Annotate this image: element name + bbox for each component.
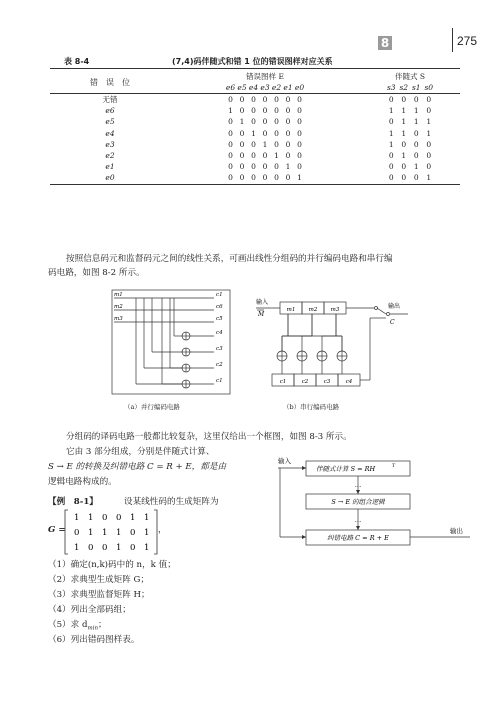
error-position: e2 [105, 151, 115, 161]
block-output-label: 输出 [450, 527, 463, 535]
matrix-cell: 0 [116, 513, 122, 523]
syndrome-bit: 0 [401, 95, 407, 105]
table-row [50, 94, 460, 106]
matrix-cell: 1 [116, 543, 122, 553]
example-label: 【例 8-1】 [48, 497, 98, 507]
syndrome-bit: 0 [388, 173, 394, 183]
matrix-cell: 1 [144, 513, 150, 523]
cell-label: c2 [301, 379, 309, 385]
syndrome-bit: 1 [413, 106, 419, 116]
error-subheader: e6 [225, 83, 236, 92]
syndrome [360, 94, 460, 106]
error-pattern [170, 116, 360, 127]
syndrome-bit: 0 [413, 151, 419, 161]
question-5-subscript: min [87, 625, 99, 632]
output-label: c1 [216, 292, 223, 298]
error-pattern [170, 161, 360, 172]
paragraph-1-line-1: 按照信息码元和监督码元之间的线性关系，可画出线性分组码的并行编码电路和串行编 [66, 254, 393, 264]
error-bit: 0 [262, 117, 268, 127]
page-number: 275 [457, 34, 478, 48]
error-bit: 0 [239, 95, 245, 105]
error-pattern [170, 139, 360, 150]
error-bit: 0 [274, 128, 279, 138]
error-bit: 0 [297, 139, 302, 149]
error-bit: 0 [262, 95, 268, 105]
output-label: c1 [216, 378, 223, 384]
syndrome-bit: 0 [413, 139, 419, 149]
syndrome [360, 116, 460, 127]
error-position: e4 [105, 128, 115, 138]
error-subheader: e3 [260, 83, 270, 92]
serial-encoder-diagram [252, 296, 412, 396]
error-bit: 0 [239, 106, 245, 116]
error-bit: 0 [239, 128, 245, 138]
syndrome-bit: 0 [426, 162, 432, 172]
switch-arm [377, 308, 386, 314]
table-row [50, 161, 460, 172]
header-divider [452, 28, 453, 52]
question-5-text: （5）求 d [48, 620, 88, 630]
syndrome-bit: 0 [388, 151, 394, 161]
error-bit: 0 [285, 139, 291, 149]
matrix-cell: 1 [74, 513, 80, 523]
table-row [50, 128, 460, 139]
table-row [50, 150, 460, 161]
error-bit: 0 [262, 128, 268, 138]
cell-label: c4 [345, 379, 353, 385]
paragraph-2-line-1: 分组码的译码电路一般都比较复杂，这里仅给出一个框图，如图 8-3 所示。 [66, 432, 352, 442]
error-bit: 0 [297, 95, 302, 105]
output-label: c5 [216, 316, 223, 322]
question-3: （3）求典型监督矩阵 H； [48, 590, 150, 600]
matrix-cell: 1 [144, 543, 150, 553]
matrix-cell: 1 [102, 528, 108, 538]
box2-text: S → E 的组合逻辑 [331, 498, 385, 506]
error-bit: 0 [239, 151, 245, 161]
error-bit: 1 [228, 106, 233, 116]
error-bit: 1 [297, 173, 302, 183]
error-bit: 0 [274, 95, 279, 105]
col-header-error: 错误图样 E [170, 69, 360, 83]
error-position: e3 [105, 139, 115, 149]
syndrome-bit: 1 [388, 128, 394, 138]
matrix-cell: 0 [74, 528, 80, 538]
output-label: c2 [216, 362, 223, 368]
table-row [50, 139, 460, 150]
question-1: （1）确定(n,k)码中的 n，k 值； [48, 560, 176, 570]
table-row [50, 172, 460, 184]
paragraph-2-line-2: 它由 3 部分组成，分别是伴随式计算、 [66, 447, 215, 457]
error-bit: 0 [285, 128, 291, 138]
decoder-block-diagram [270, 452, 480, 554]
chapter-marker: 8 [378, 36, 392, 50]
box1-superscript: T [392, 464, 396, 469]
error-bit: 0 [251, 173, 256, 183]
register-label: m3 [330, 307, 340, 313]
error-pattern [170, 94, 360, 106]
register-label: m2 [308, 307, 318, 313]
syndrome-bit: 0 [426, 106, 432, 116]
error-position: e1 [105, 162, 115, 172]
syndrome-bit: 0 [426, 139, 432, 149]
error-bit: 0 [228, 95, 233, 105]
cell-label: c3 [323, 379, 331, 385]
error-bit: 0 [285, 117, 291, 127]
input-label: m1 [114, 292, 123, 298]
error-position: e0 [50, 172, 170, 184]
matrix-cell: 0 [88, 543, 94, 553]
error-subheader: e5 [237, 83, 247, 92]
syndrome-bit: 0 [401, 139, 407, 149]
matrix-cell: 0 [130, 543, 136, 553]
syndrome-bit: 1 [401, 151, 407, 161]
syndrome-bit: 0 [388, 162, 394, 172]
question-2: （2）求典型生成矩阵 G； [48, 575, 150, 585]
paragraph-2-line-4: 逻辑电路构成的。 [48, 477, 117, 487]
matrix-comma: ， [158, 525, 167, 535]
syndrome-subheader: s1 [411, 83, 421, 92]
syndrome [360, 105, 460, 116]
error-bit: 1 [285, 162, 291, 172]
error-bit: 0 [262, 106, 268, 116]
syndrome-bit: 1 [426, 173, 432, 183]
error-pattern [170, 128, 360, 139]
error-bit: 0 [239, 139, 245, 149]
error-pattern [170, 105, 360, 116]
error-bit: 0 [297, 151, 302, 161]
cell-label: c1 [279, 379, 287, 385]
figure-b-caption: （b）串行编码电路 [283, 403, 340, 411]
error-bit: 0 [297, 128, 302, 138]
error-syndrome-table [50, 68, 460, 185]
error-bit: 0 [297, 117, 302, 127]
input-label: m3 [114, 316, 123, 322]
syndrome-bit: 0 [388, 95, 394, 105]
error-bit: 0 [274, 117, 279, 127]
error-bit: 0 [228, 128, 233, 138]
syndrome-bit: 0 [426, 95, 432, 105]
figure-a-caption: （a）并行编码电路 [124, 403, 180, 411]
parallel-encoder-diagram [110, 288, 234, 398]
syndrome-bit: 1 [413, 162, 419, 172]
matrix-cell: 0 [130, 528, 136, 538]
error-subheader: e2 [271, 83, 282, 92]
syndrome-bit: 1 [388, 106, 394, 116]
matrix-cell: 1 [144, 528, 150, 538]
matrix-cell: 0 [102, 543, 108, 553]
input-label: m2 [114, 304, 123, 310]
matrix-cell: 1 [130, 513, 136, 523]
syndrome-bit: 0 [413, 128, 419, 138]
error-position: e5 [105, 117, 115, 127]
error-bit: 0 [297, 162, 302, 172]
table-row [50, 105, 460, 116]
syndrome-bit: 1 [426, 128, 432, 138]
error-bit: 0 [285, 95, 291, 105]
serial-input-symbol: M [258, 311, 265, 318]
error-bit: 0 [239, 162, 245, 172]
example-text: 设某线性码的生成矩阵为 [124, 497, 219, 507]
error-bit: 1 [274, 151, 279, 161]
error-bit: 1 [262, 139, 268, 149]
register-label: m1 [286, 307, 296, 313]
syndrome-bit: 1 [401, 106, 407, 116]
paragraph-2-line-3: S → E 的转换及纠错电路 C = R + E，都是由 [48, 462, 227, 472]
syndrome-bit: 0 [388, 117, 394, 127]
error-bit: 0 [262, 151, 268, 161]
error-bit: 0 [239, 173, 245, 183]
question-6: （6）列出错码图样表。 [48, 635, 140, 645]
syndrome [360, 128, 460, 139]
error-bit: 0 [274, 106, 279, 116]
matrix-cell: 0 [102, 513, 108, 523]
syndrome-bit: 0 [401, 173, 407, 183]
matrix-cell: 1 [116, 528, 122, 538]
error-bit: 0 [285, 151, 291, 161]
error-bit: 1 [251, 128, 256, 138]
error-bit: 0 [228, 151, 233, 161]
error-pattern [170, 150, 360, 161]
error-subheader: e4 [248, 83, 259, 92]
error-bit: 0 [274, 162, 279, 172]
table-title: (7,4)码伴随式和错 1 位的错误图样对应关系 [172, 57, 333, 66]
error-bit: 0 [274, 173, 279, 183]
syndrome [360, 139, 460, 150]
matrix-cell: 1 [88, 528, 94, 538]
error-bit: 0 [251, 139, 256, 149]
error-bit: 0 [251, 117, 256, 127]
serial-input-label: 输入 [256, 299, 269, 306]
table-row [50, 116, 460, 127]
matrix-cell: 1 [74, 543, 80, 553]
error-bit: 0 [285, 173, 291, 183]
serial-output-label: 输出 [388, 303, 401, 310]
output-label: c6 [216, 304, 223, 310]
matrix-name: G = [48, 525, 66, 535]
error-bit: 1 [239, 117, 245, 127]
error-subheaders [170, 82, 360, 94]
syndrome-bit: 1 [388, 139, 394, 149]
block-input-label: 输入 [278, 457, 291, 465]
error-bit: 0 [262, 162, 268, 172]
syndrome-bit: 0 [413, 95, 419, 105]
syndrome-subheaders [360, 82, 460, 94]
error-bit: 0 [228, 139, 233, 149]
error-bit: 0 [228, 162, 233, 172]
syndrome-subheader: s0 [424, 83, 434, 92]
error-bit: 0 [228, 117, 233, 127]
error-bit: 0 [274, 139, 279, 149]
error-bit: 0 [228, 173, 233, 183]
col-header-syndrome: 伴随式 S [360, 69, 460, 83]
syndrome-bit: 1 [401, 117, 407, 127]
figure-a-frame [112, 290, 230, 394]
error-bit: 0 [251, 95, 256, 105]
syndrome-bit: 0 [413, 173, 419, 183]
serial-output-symbol: C [390, 319, 395, 326]
error-position: e6 [105, 106, 115, 116]
question-4: （4）列出全部码组； [48, 605, 131, 615]
syndrome [360, 150, 460, 161]
syndrome-bit: 1 [426, 117, 432, 127]
error-position: 无错 [102, 95, 118, 105]
error-bit: 0 [251, 151, 256, 161]
error-subheader: e0 [294, 83, 305, 92]
error-subheader: e1 [283, 83, 293, 92]
error-bit: 0 [262, 173, 268, 183]
box3-text: 纠错电路 C = R + E [327, 534, 389, 542]
error-bit: 0 [251, 106, 256, 116]
output-label: c3 [216, 346, 223, 352]
syndrome-bit: 0 [401, 162, 407, 172]
box1-text: 伴随式计算 S = RH [316, 465, 376, 473]
error-bit: 0 [251, 162, 256, 172]
error-bit: 0 [297, 106, 302, 116]
syndrome [360, 172, 460, 184]
col-header-bit: 错 误 位 [50, 69, 170, 94]
question-5-tail: ； [98, 620, 107, 630]
syndrome-bit: 0 [426, 151, 432, 161]
error-pattern [170, 172, 360, 184]
dots-1: … [354, 481, 362, 489]
matrix-cell: 1 [88, 513, 94, 523]
table-label: 表 8-4 [64, 57, 90, 66]
syndrome [360, 161, 460, 172]
paragraph-1-line-2: 码电路，如图 8-2 所示。 [48, 268, 145, 278]
dots-2: … [354, 516, 362, 524]
syndrome-bit: 1 [413, 117, 419, 127]
syndrome-bit: 1 [401, 128, 407, 138]
error-bit: 0 [285, 106, 291, 116]
syndrome-subheader: s2 [399, 83, 409, 92]
output-label: c4 [216, 330, 223, 336]
syndrome-subheader: s3 [386, 83, 396, 92]
